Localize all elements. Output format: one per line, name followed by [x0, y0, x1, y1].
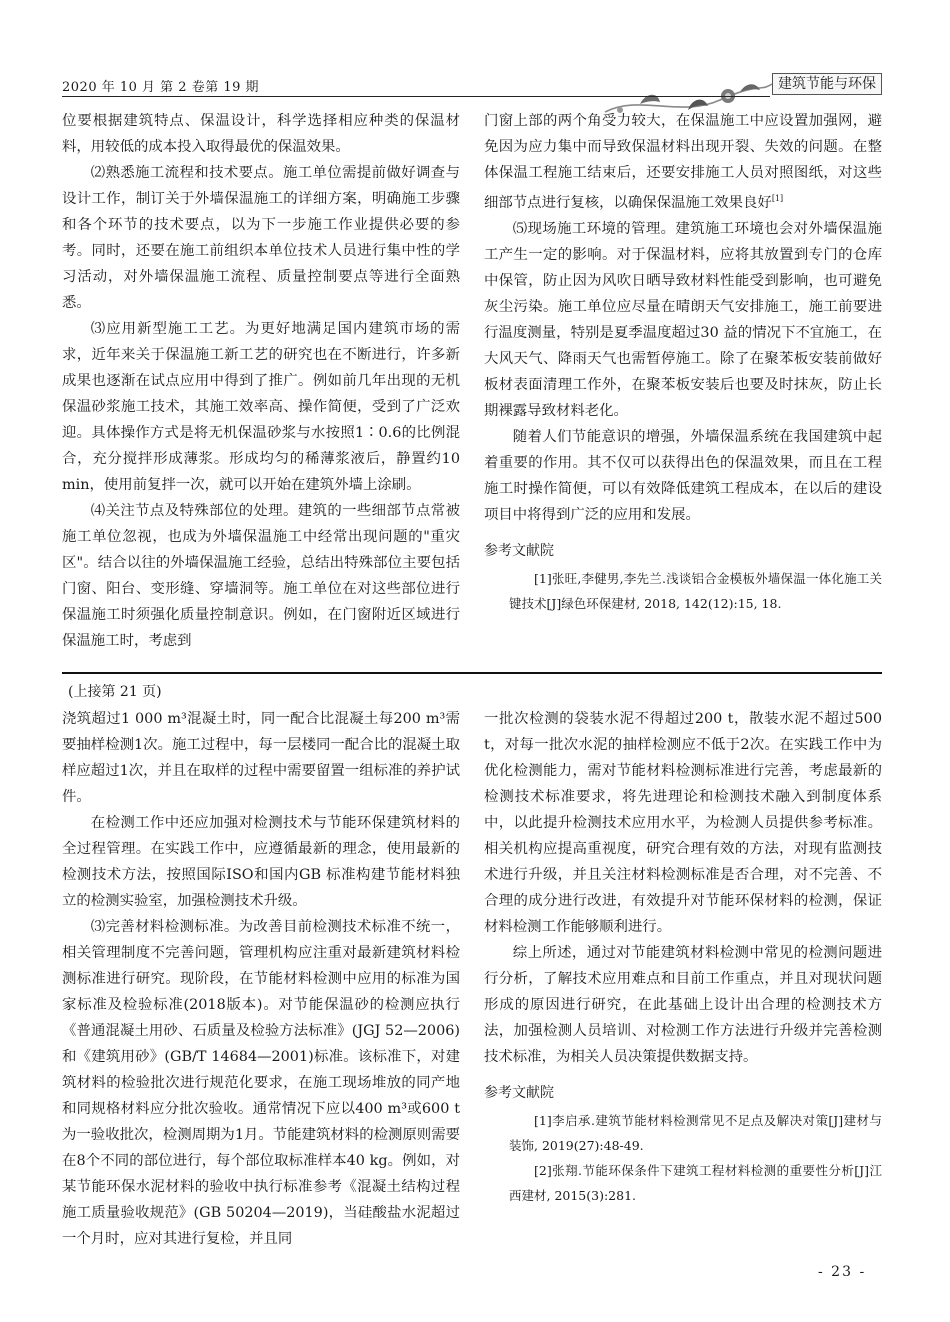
paragraph: ⑶应用新型施工工艺。为更好地满足国内建筑市场的需求，近年来关于保温施工新工艺的研究也在不断进行，许多新成果也逐渐在试点应用中得到了推广。例如前几年出现的无机保温砂浆施工技术，其施工效率高、操作简便，受到了广泛欢迎。具体操作方式是将无机保温砂浆与水按照1∶0.6的比例混合，充分搅拌形成薄浆。形成均匀的稀薄浆液后，静置约10 min，使用前复拌一次，就可以开始在建筑外墙上涂刷。 [62, 321, 460, 493]
citation-mark: [1] [771, 194, 784, 203]
reference-item: [1]李启承.建筑节能材料检测常见不足点及解决对策[J]建材与装饰, 2019(27):48-49. [509, 1113, 882, 1153]
article-top-right-column [484, 108, 882, 616]
article-bottom-right-column [484, 706, 882, 1208]
paragraph [484, 108, 882, 216]
reference-item: [1]张旺,李健男,李先兰.浅谈铝合金模板外墙保温一体化施工关键技术[J]绿色环保建材, 2018, 142(12):15, 18. [509, 570, 882, 611]
header-rule [62, 96, 770, 97]
paragraph: ⑷关注节点及特殊部位的处理。建筑的一些细部节点常被施工单位忽视，也成为外墙保温施工中经常出现问题的"重灾区"。结合以往的外墙保温施工经验，总结出特殊部位主要包括门窗、阳台、变形缝、穿墙洞等。施工单位在对这些部位进行保温施工时须强化质量控制意识。例如，在门窗附近区域进行保温施工时，考虑到 [62, 503, 460, 649]
paragraph: ⑸现场施工环境的管理。建筑施工环境也会对外墙保温施工产生一定的影响。对于保温材料，应将其放置到专门的仓库中保管，防止因为风吹日晒导致材料性能受到影响，也可避免灰尘污染。施工单位应尽量在晴朗天气安排施工，施工前要进行温度测量，特别是夏季温度超过30 益的情况下不宜施工，在大风天气、降雨天气也需暂停施工。除了在聚苯板安装前做好板材表面清理工作外，在聚苯板安装后也要及时抹灰，防止长期裸露导致材料老化。 [484, 220, 882, 419]
paragraph: 在检测工作中还应加强对检测技术与节能环保建筑材料的全过程管理。在实践工作中，应遵循最新的理念，使用最新的检测技术方法，按照国际ISO和国内GB 标准构建节能材料独立的检测实验室，加强检测技术升级。 [62, 815, 460, 909]
references-title: 参考文献院 [484, 1085, 554, 1101]
article-bottom-left-column [62, 706, 460, 1252]
continued-note: (上接第 21 页) [68, 684, 162, 700]
issue-info: 2020 年 10 月 第 2 卷第 19 期 [62, 80, 259, 95]
paragraph-text: 门窗上部的两个角受力较大，在保温施工中应设置加强网，避免因为应力集中而导致保温材料出现开裂、失效的问题。在整体保温工程施工结束后，还要安排施工人员对照图纸，对这些细部节点进行复核，以确保保温施工效果良好 [484, 113, 882, 211]
paragraph: 浇筑超过1 000 m³混凝土时，同一配合比混凝土每200 m³需要抽样检测1次。施工过程中，每一层楼同一配合比的混凝土取样应超过1次，并且在取样的过程中需要留置一组标准的养护试件。 [62, 711, 460, 805]
article-top-left-column [62, 108, 460, 654]
journal-name: 建筑节能与环保 [772, 73, 882, 95]
paragraph: ⑶完善材料检测标准。为改善目前检测技术标准不统一，相关管理制度不完善问题，管理机构应注重对最新建筑材料检测标准进行研究。现阶段，在节能材料检测中应用的标准为国家标准及检验标准(2018版本)。对节能保温砂的检测应执行《普通混凝土用砂、石质量及检验方法标准》(JGJ 52—2006)和《建筑用砂》(GB/T 14684—2001)标准。该标准下，对建筑材料的检验批次进行规范化要求，在施工现场堆放的同产地和同规格材料应分批次验收。通常情况下应以400 m³或600 t为一验收批次，检测周期为1月。节能建筑材料的检测原则需要在8个不同的部位进行，每个部位取标准样本40 kg。例如，对某节能环保水泥材料的验收中执行标准参考《混凝土结构过程施工质量验收规范》(GB 50204—2019)，当硅酸盐水泥超过一个月时，应对其进行复检，并且同 [62, 919, 460, 1247]
paragraph: 位要根据建筑特点、保温设计，科学选择相应种类的保温材料，用较低的成本投入取得最优的保温效果。 [62, 113, 460, 155]
paragraph: 综上所述，通过对节能建筑材料检测中常见的检测问题进行分析，了解技术应用难点和目前工作重点，并且对现状问题形成的原因进行研究，在此基础上设计出合理的检测技术方法，加强检测人员培训、对检测工作方法进行升级并完善检测技术标准，为相关人员决策提供数据支持。 [484, 945, 882, 1065]
references-title: 参考文献院 [484, 542, 554, 559]
paragraph: ⑵熟悉施工流程和技术要点。施工单位需提前做好调查与设计工作，制订关于外墙保温施工的详细方案，明确施工步骤和各个环节的技术要点，以为下一步施工作业提供必要的参考。同时，还要在施工前组织本单位技术人员进行集中性的学习活动，对外墙保温施工流程、质量控制要点等进行全面熟悉。 [62, 165, 460, 311]
paragraph: 随着人们节能意识的增强，外墙保温系统在我国建筑中起着重要的作用。其不仅可以获得出色的保温效果，而且在工程施工时操作简便，可以有效降低建筑工程成本，在以后的建设项目中将得到广泛的应用和发展。 [484, 428, 882, 523]
section-separator [62, 672, 882, 674]
reference-item: [2]张翔.节能环保条件下建筑工程材料检测的重要性分析[J]江西建材, 2015(3):281. [509, 1163, 882, 1203]
paragraph: 一批次检测的袋装水泥不得超过200 t，散装水泥不超过500 t，对每一批次水泥的抽样检测应不低于2次。在实践工作中为优化检测能力，需对节能材料检测标准进行完善，考虑最新的检测技术标准要求，将先进理论和检测技术融入到制度体系中，以此提升检测技术应用水平，为检测人员提供参考标准。相关机构应提高重视度，研究合理有效的方法，对现有监测技术进行升级，并且关注材料检测标准是否合理，对不完善、不合理的成分进行改进，有效提升对节能环保材料的检测，保证材料检测工作能够顺利进行。 [484, 711, 882, 935]
page-number: - 23 - [818, 1264, 867, 1280]
